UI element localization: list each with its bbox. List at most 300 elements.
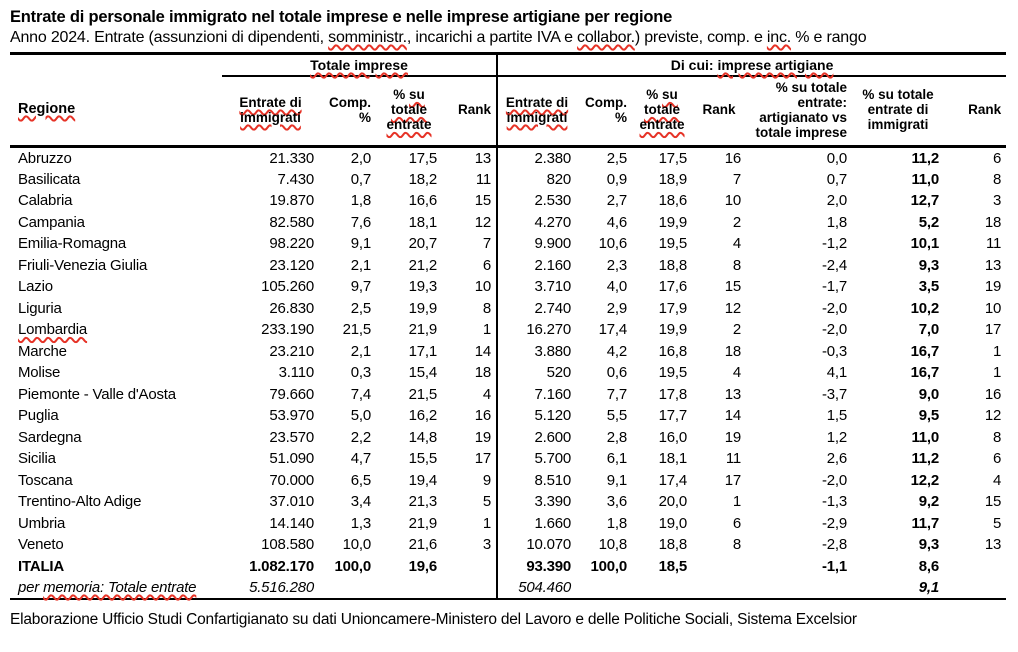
cell-comp-pct-totale: 2,1 bbox=[350, 256, 371, 274]
cell-rank-artigiane: 6 bbox=[732, 514, 742, 532]
cell-pct-su-totale-entrate-artigiane: 18,1 bbox=[658, 450, 688, 468]
cell-pct-su-totale-entrate-artigiane: 16,0 bbox=[658, 428, 688, 446]
col-header-pct-su-totale-entrate-artigiane bbox=[632, 76, 692, 146]
column-group-row bbox=[10, 54, 1006, 77]
cell-entrate-immigrati-artigiane: 5.700 bbox=[534, 450, 572, 468]
cell-rank-artigiane: 19 bbox=[724, 428, 742, 446]
cell-pct-su-totale-entrate-immigrati: 9,1 bbox=[852, 577, 944, 599]
cell-pct-su-totale-entrate-totale: 19,4 bbox=[408, 471, 437, 489]
cell-pct-su-totale-entrate-artigiane: 18,8 bbox=[658, 256, 688, 274]
cell-entrate-immigrati-artigiane: 9.900 bbox=[534, 235, 572, 253]
cell-rank-totale bbox=[442, 556, 497, 578]
cell-pct-su-totale-entrate-immigrati: 16,7 bbox=[910, 342, 940, 360]
cell-rank-immigrati: 10 bbox=[984, 299, 1002, 317]
cell-pct-su-totale-entrate-immigrati: 9,3 bbox=[918, 256, 940, 274]
cell-rank-totale: 10 bbox=[442, 276, 497, 298]
cell-comp-pct-artigiane: 1,8 bbox=[606, 514, 628, 532]
cell-comp-pct-artigiane: 100,0 bbox=[590, 557, 628, 575]
cell-entrate-immigrati-totale: 14.140 bbox=[269, 514, 314, 532]
table-row bbox=[10, 146, 1006, 169]
subtitle-part-misspelled: somministr. bbox=[328, 29, 407, 46]
table-row bbox=[10, 276, 1006, 298]
cell-artigianato-vs-totale: 1,8 bbox=[826, 213, 848, 231]
cell-rank-artigiane: 10 bbox=[724, 192, 742, 210]
cell-pct-su-totale-entrate-totale: 17,5 bbox=[408, 149, 437, 167]
cell-entrate-immigrati-artigiane: 5.120 bbox=[534, 407, 572, 425]
region-text-misspelled: memoria: Totale entrate bbox=[43, 579, 197, 596]
cell-artigianato-vs-totale: -1,2 bbox=[821, 235, 848, 253]
col-header-rank-totale bbox=[442, 76, 497, 146]
region-text: Liguria bbox=[18, 299, 62, 317]
cell-artigianato-vs-totale: -2,8 bbox=[821, 536, 848, 554]
header-text: Rank bbox=[968, 102, 1002, 118]
cell-comp-pct-artigiane: 9,1 bbox=[606, 471, 628, 489]
cell-rank-immigrati: 13 bbox=[984, 256, 1002, 274]
cell-entrate-immigrati-totale: 3.110 bbox=[278, 364, 314, 382]
cell-comp-pct-artigiane: 2,9 bbox=[606, 299, 628, 317]
region-name bbox=[10, 362, 222, 384]
col-header-comp-pct-artigiane bbox=[576, 76, 632, 146]
region-name bbox=[10, 169, 222, 191]
col-header-entrate-immigrati-totale bbox=[222, 76, 319, 146]
region-name bbox=[10, 577, 222, 599]
column-header-row bbox=[10, 76, 1006, 146]
cell-rank-totale: 19 bbox=[442, 427, 497, 449]
cell-artigianato-vs-totale: 1,2 bbox=[826, 428, 848, 446]
header-text: % bbox=[646, 87, 663, 103]
cell-comp-pct-totale: 21,5 bbox=[342, 321, 371, 339]
cell-rank-immigrati: 11 bbox=[985, 235, 1002, 253]
cell-pct-su-totale-entrate-artigiane: 18,9 bbox=[658, 170, 688, 188]
cell-pct-su-totale-entrate-artigiane bbox=[632, 577, 692, 599]
region-name bbox=[10, 448, 222, 470]
cell-entrate-immigrati-artigiane: 2.380 bbox=[534, 149, 572, 167]
cell-pct-su-totale-entrate-immigrati: 5,2 bbox=[918, 213, 940, 231]
cell-entrate-immigrati-totale: 108.580 bbox=[261, 536, 314, 554]
cell-pct-su-totale-entrate-artigiane: 19,5 bbox=[658, 235, 688, 253]
cell-comp-pct-artigiane bbox=[576, 577, 632, 599]
cell-entrate-immigrati-artigiane: 2.740 bbox=[534, 299, 572, 317]
cell-entrate-immigrati-totale: 98.220 bbox=[269, 235, 314, 253]
cell-rank-artigiane: 2 bbox=[732, 213, 742, 231]
region-name bbox=[10, 491, 222, 513]
cell-rank-artigiane bbox=[692, 577, 746, 599]
col-header-artigianato-vs-totale-imprese bbox=[746, 76, 852, 146]
cell-rank-immigrati: 6 bbox=[992, 450, 1002, 468]
cell-comp-pct-artigiane: 2,5 bbox=[606, 149, 628, 167]
cell-rank-totale: 12 bbox=[442, 212, 497, 234]
region-text: Toscana bbox=[18, 471, 73, 489]
cell-rank-artigiane: 13 bbox=[724, 385, 742, 403]
table-row bbox=[10, 212, 1006, 234]
table-row bbox=[10, 577, 1006, 599]
cell-rank-artigiane: 2 bbox=[732, 321, 742, 339]
col-header-rank-artigiane bbox=[692, 76, 746, 146]
cell-comp-pct-totale: 0,7 bbox=[350, 170, 371, 188]
cell-pct-su-totale-entrate-totale: 18,1 bbox=[408, 213, 437, 231]
cell-pct-su-totale-entrate-immigrati: 9,3 bbox=[918, 536, 940, 554]
cell-pct-su-totale-entrate-artigiane: 17,6 bbox=[658, 278, 688, 296]
cell-comp-pct-totale: 1,8 bbox=[350, 192, 371, 210]
column-group-imprese-artigiane bbox=[497, 54, 1006, 77]
group-label: Totale imprese bbox=[310, 57, 408, 73]
region-name bbox=[10, 233, 222, 255]
cell-pct-su-totale-entrate-immigrati: 7,0 bbox=[918, 321, 940, 339]
subtitle-part-misspelled: collabor. bbox=[577, 29, 635, 46]
table-row bbox=[10, 384, 1006, 406]
cell-comp-pct-artigiane: 2,8 bbox=[606, 428, 628, 446]
cell-comp-pct-totale: 6,5 bbox=[350, 471, 371, 489]
cell-comp-pct-totale: 2,0 bbox=[350, 149, 371, 167]
region-text: Marche bbox=[18, 342, 67, 360]
cell-rank-artigiane: 17 bbox=[724, 471, 742, 489]
cell-entrate-immigrati-totale: 37.010 bbox=[269, 493, 314, 511]
cell-pct-su-totale-entrate-totale: 15,5 bbox=[408, 450, 437, 468]
table-row bbox=[10, 427, 1006, 449]
region-text: Calabria bbox=[18, 192, 73, 210]
cell-rank-immigrati bbox=[944, 577, 1006, 599]
subtitle-part-misspelled: inc. bbox=[766, 29, 792, 46]
cell-entrate-immigrati-artigiane: 10.070 bbox=[526, 536, 572, 554]
cell-rank-artigiane: 4 bbox=[732, 364, 742, 382]
table-body bbox=[10, 146, 1006, 599]
table-row bbox=[10, 319, 1006, 341]
cell-entrate-immigrati-artigiane: 3.710 bbox=[534, 278, 572, 296]
cell-comp-pct-artigiane: 4,0 bbox=[606, 278, 628, 296]
cell-rank-totale: 6 bbox=[442, 255, 497, 277]
cell-comp-pct-totale: 4,7 bbox=[350, 450, 371, 468]
cell-artigianato-vs-totale: 0,7 bbox=[826, 170, 848, 188]
cell-rank-immigrati: 4 bbox=[992, 471, 1002, 489]
cell-entrate-immigrati-artigiane: 2.530 bbox=[534, 192, 572, 210]
cell-entrate-immigrati-artigiane: 3.390 bbox=[534, 493, 572, 511]
region-name bbox=[10, 427, 222, 449]
cell-pct-su-totale-entrate-artigiane: 19,5 bbox=[658, 364, 688, 382]
cell-entrate-immigrati-artigiane: 520 bbox=[546, 364, 572, 382]
cell-rank-artigiane: 14 bbox=[724, 407, 742, 425]
cell-pct-su-totale-entrate-artigiane: 19,0 bbox=[658, 514, 688, 532]
cell-pct-su-totale-entrate-immigrati: 16,7 bbox=[910, 364, 940, 382]
cell-entrate-immigrati-totale: 21.330 bbox=[269, 149, 314, 167]
header-text: artigianato vs bbox=[759, 109, 848, 125]
cell-entrate-immigrati-totale: 105.260 bbox=[261, 278, 314, 296]
region-text: Sardegna bbox=[18, 428, 82, 446]
region-text: Basilicata bbox=[18, 170, 81, 188]
subtitle-part: ) previste, comp. e bbox=[634, 29, 767, 46]
cell-rank-totale: 16 bbox=[442, 405, 497, 427]
region-text: Veneto bbox=[18, 536, 64, 554]
cell-artigianato-vs-totale: 1,5 bbox=[826, 407, 848, 425]
region-name bbox=[10, 341, 222, 363]
cell-comp-pct-artigiane: 7,7 bbox=[606, 385, 628, 403]
cell-rank-artigiane: 12 bbox=[724, 299, 742, 317]
header-text: immigrati bbox=[506, 109, 568, 125]
cell-artigianato-vs-totale: 2,6 bbox=[826, 450, 848, 468]
cell-entrate-immigrati-totale: 70.000 bbox=[269, 471, 314, 489]
table-row bbox=[10, 491, 1006, 513]
cell-pct-su-totale-entrate-totale: 21,5 bbox=[408, 385, 437, 403]
cell-rank-immigrati: 19 bbox=[984, 278, 1002, 296]
cell-pct-su-totale-entrate-immigrati: 10,1 bbox=[910, 235, 940, 253]
header-text: totale bbox=[390, 102, 427, 118]
cell-entrate-immigrati-artigiane: 2.160 bbox=[534, 256, 572, 274]
cell-entrate-immigrati-totale: 79.660 bbox=[269, 385, 314, 403]
table-row bbox=[10, 534, 1006, 556]
cell-artigianato-vs-totale: -2,4 bbox=[821, 256, 848, 274]
region-text: per bbox=[18, 579, 44, 596]
cell-pct-su-totale-entrate-immigrati: 9,2 bbox=[918, 493, 940, 511]
col-header-comp-pct-totale bbox=[319, 76, 376, 146]
cell-pct-su-totale-entrate-immigrati: 9,0 bbox=[918, 385, 940, 403]
region-name bbox=[10, 319, 222, 341]
header-text: Comp. bbox=[585, 94, 628, 110]
cell-entrate-immigrati-artigiane: 4.270 bbox=[534, 213, 572, 231]
cell-artigianato-vs-totale: -1,3 bbox=[821, 493, 848, 511]
cell-pct-su-totale-entrate-artigiane: 18,8 bbox=[658, 536, 688, 554]
cell-entrate-immigrati-totale: 53.970 bbox=[269, 407, 314, 425]
cell-comp-pct-artigiane: 0,9 bbox=[606, 170, 628, 188]
cell-artigianato-vs-totale: -1,1 bbox=[821, 557, 848, 575]
subtitle-part: % e rango bbox=[791, 29, 867, 46]
cell-comp-pct-artigiane: 2,3 bbox=[606, 256, 628, 274]
col-header-pct-su-totale-entrate-immigrati bbox=[852, 76, 944, 146]
cell-pct-su-totale-entrate-immigrati: 12,2 bbox=[910, 471, 940, 489]
source-note: Elaborazione Ufficio Studi Confartigianato su dati Unioncamere-Ministero del Lavoro e delle Politiche Sociali, Sistema Excelsior bbox=[10, 611, 857, 628]
table-row bbox=[10, 341, 1006, 363]
region-text: Trentino-Alto Adige bbox=[18, 493, 142, 511]
col-header-regione bbox=[10, 76, 222, 146]
cell-entrate-immigrati-artigiane: 93.390 bbox=[526, 557, 572, 575]
cell-pct-su-totale-entrate-immigrati: 3,5 bbox=[918, 278, 940, 296]
cell-artigianato-vs-totale bbox=[746, 577, 852, 599]
cell-rank-totale: 13 bbox=[442, 146, 497, 169]
cell-comp-pct-artigiane: 4,6 bbox=[606, 213, 628, 231]
cell-rank-totale: 15 bbox=[442, 190, 497, 212]
cell-pct-su-totale-entrate-artigiane: 16,8 bbox=[658, 342, 688, 360]
cell-rank-artigiane: 11 bbox=[725, 450, 742, 468]
cell-artigianato-vs-totale: -2,9 bbox=[821, 514, 848, 532]
cell-entrate-immigrati-artigiane: 16.270 bbox=[526, 321, 572, 339]
table-row bbox=[10, 362, 1006, 384]
cell-pct-su-totale-entrate-totale: 20,7 bbox=[408, 235, 437, 253]
cell-comp-pct-totale: 3,4 bbox=[350, 493, 371, 511]
region-text: Emilia-Romagna bbox=[18, 235, 127, 253]
cell-entrate-immigrati-artigiane: 2.600 bbox=[534, 428, 572, 446]
header-text: % su totale bbox=[775, 79, 848, 95]
header-text: entrate di bbox=[867, 102, 929, 118]
region-name bbox=[10, 190, 222, 212]
cell-pct-su-totale-entrate-totale: 14,8 bbox=[408, 428, 437, 446]
cell-pct-su-totale-entrate-totale: 19,6 bbox=[408, 557, 437, 575]
cell-entrate-immigrati-totale: 7.430 bbox=[277, 170, 314, 188]
cell-artigianato-vs-totale: 2,0 bbox=[826, 192, 848, 210]
cell-rank-immigrati: 8 bbox=[992, 170, 1002, 188]
cell-pct-su-totale-entrate-immigrati: 11,0 bbox=[911, 428, 940, 446]
cell-comp-pct-totale: 5,0 bbox=[350, 407, 371, 425]
cell-pct-su-totale-entrate-artigiane: 17,9 bbox=[658, 299, 688, 317]
cell-rank-totale: 11 bbox=[442, 169, 497, 191]
cell-entrate-immigrati-totale: 26.830 bbox=[269, 299, 314, 317]
col-header-entrate-immigrati-artigiane bbox=[497, 76, 576, 146]
cell-artigianato-vs-totale: -3,7 bbox=[821, 385, 848, 403]
cell-rank-artigiane: 15 bbox=[724, 278, 742, 296]
region-name bbox=[10, 405, 222, 427]
cell-comp-pct-totale: 2,1 bbox=[350, 342, 371, 360]
header-text: entrate bbox=[386, 117, 432, 133]
cell-artigianato-vs-totale: -1,7 bbox=[821, 278, 848, 296]
cell-pct-su-totale-entrate-artigiane: 17,8 bbox=[658, 385, 688, 403]
header-text: % bbox=[393, 87, 409, 103]
cell-entrate-immigrati-totale: 23.570 bbox=[269, 428, 314, 446]
region-text: Sicilia bbox=[18, 450, 56, 468]
cell-pct-su-totale-entrate-artigiane: 18,5 bbox=[658, 557, 688, 575]
cell-comp-pct-totale: 7,4 bbox=[350, 385, 371, 403]
cell-rank-immigrati bbox=[944, 556, 1006, 578]
cell-pct-su-totale-entrate-totale: 19,3 bbox=[408, 278, 437, 296]
header-text: immigrati bbox=[240, 109, 301, 125]
cell-entrate-immigrati-totale: 233.190 bbox=[261, 321, 314, 339]
cell-entrate-immigrati-artigiane: 1.660 bbox=[534, 514, 572, 532]
cell-artigianato-vs-totale: 0,0 bbox=[826, 149, 848, 167]
group-header-spacer bbox=[10, 54, 222, 77]
region-text: Friuli-Venezia Giulia bbox=[18, 256, 148, 274]
cell-entrate-immigrati-totale: 51.090 bbox=[269, 450, 314, 468]
cell-comp-pct-totale bbox=[319, 577, 376, 599]
cell-artigianato-vs-totale: -0,3 bbox=[821, 342, 848, 360]
cell-rank-immigrati: 15 bbox=[984, 493, 1002, 511]
cell-comp-pct-artigiane: 10,6 bbox=[598, 235, 628, 253]
table-row bbox=[10, 556, 1006, 578]
cell-pct-su-totale-entrate-totale: 19,9 bbox=[408, 299, 437, 317]
table-row bbox=[10, 405, 1006, 427]
cell-pct-su-totale-entrate-immigrati: 9,5 bbox=[918, 407, 940, 425]
cell-entrate-immigrati-totale: 1.082.170 bbox=[249, 557, 314, 575]
cell-rank-totale bbox=[442, 577, 497, 599]
cell-rank-artigiane: 8 bbox=[732, 256, 742, 274]
cell-pct-su-totale-entrate-immigrati: 10,2 bbox=[910, 299, 940, 317]
header-text: % bbox=[358, 109, 371, 125]
cell-comp-pct-artigiane: 2,7 bbox=[606, 192, 628, 210]
cell-rank-totale: 1 bbox=[442, 319, 497, 341]
cell-rank-immigrati: 12 bbox=[984, 407, 1002, 425]
report-subtitle bbox=[10, 27, 1010, 48]
cell-rank-totale: 9 bbox=[442, 470, 497, 492]
cell-comp-pct-totale: 9,7 bbox=[350, 278, 371, 296]
cell-pct-su-totale-entrate-immigrati: 12,7 bbox=[910, 192, 940, 210]
header-text: totale bbox=[644, 102, 681, 118]
region-text-misspelled: Lombardia bbox=[18, 321, 88, 339]
cell-comp-pct-artigiane: 5,5 bbox=[606, 407, 628, 425]
header-text: % bbox=[615, 109, 628, 125]
cell-rank-totale: 17 bbox=[442, 448, 497, 470]
region-name bbox=[10, 146, 222, 169]
region-text: Lazio bbox=[18, 278, 53, 296]
region-text: Piemonte - Valle d'Aosta bbox=[18, 385, 176, 403]
header-text: su bbox=[409, 87, 425, 103]
cell-pct-su-totale-entrate-totale: 15,4 bbox=[408, 364, 437, 382]
cell-rank-totale: 3 bbox=[442, 534, 497, 556]
cell-rank-immigrati: 1 bbox=[992, 364, 1002, 382]
cell-rank-immigrati: 17 bbox=[984, 321, 1002, 339]
cell-entrate-immigrati-totale: 23.210 bbox=[269, 342, 314, 360]
header-text: Rank bbox=[458, 102, 492, 118]
cell-comp-pct-artigiane: 0,6 bbox=[606, 364, 628, 382]
cell-comp-pct-artigiane: 3,6 bbox=[606, 493, 628, 511]
cell-entrate-immigrati-artigiane: 7.160 bbox=[534, 385, 572, 403]
region-name bbox=[10, 513, 222, 535]
header-text: Regione bbox=[18, 100, 76, 117]
table-row bbox=[10, 448, 1006, 470]
group-label: imprese artigiane bbox=[717, 57, 834, 73]
cell-artigianato-vs-totale: -2,0 bbox=[821, 321, 848, 339]
cell-entrate-immigrati-totale: 23.120 bbox=[269, 256, 314, 274]
cell-pct-su-totale-entrate-immigrati: 11,2 bbox=[911, 149, 940, 167]
cell-comp-pct-totale: 2,5 bbox=[350, 299, 371, 317]
cell-pct-su-totale-entrate-immigrati: 11,2 bbox=[911, 450, 940, 468]
cell-pct-su-totale-entrate-totale: 17,1 bbox=[408, 342, 437, 360]
cell-pct-su-totale-entrate-totale: 21,2 bbox=[408, 256, 437, 274]
table-row bbox=[10, 233, 1006, 255]
cell-pct-su-totale-entrate-totale: 18,2 bbox=[408, 170, 437, 188]
cell-rank-immigrati: 1 bbox=[992, 342, 1002, 360]
cell-pct-su-totale-entrate-totale: 16,2 bbox=[408, 407, 437, 425]
cell-artigianato-vs-totale: -2,0 bbox=[821, 299, 848, 317]
header-text: totale imprese bbox=[755, 124, 848, 140]
cell-comp-pct-totale: 9,1 bbox=[350, 235, 371, 253]
cell-rank-immigrati: 16 bbox=[984, 385, 1002, 403]
cell-pct-su-totale-entrate-totale: 21,6 bbox=[408, 536, 437, 554]
cell-comp-pct-artigiane: 6,1 bbox=[606, 450, 628, 468]
cell-entrate-immigrati-artigiane: 3.880 bbox=[534, 342, 572, 360]
header-text: Rank bbox=[702, 102, 736, 118]
cell-rank-artigiane: 18 bbox=[724, 342, 742, 360]
cell-entrate-immigrati-artigiane: 8.510 bbox=[534, 471, 572, 489]
cell-comp-pct-totale: 10,0 bbox=[342, 536, 371, 554]
cell-pct-su-totale-entrate-immigrati: 11,7 bbox=[911, 514, 940, 532]
cell-pct-su-totale-entrate-artigiane: 19,9 bbox=[658, 213, 688, 231]
cell-entrate-immigrati-totale: 5.516.280 bbox=[222, 577, 319, 599]
region-text: Abruzzo bbox=[18, 149, 72, 167]
table-row bbox=[10, 169, 1006, 191]
cell-pct-su-totale-entrate-totale: 21,9 bbox=[408, 514, 437, 532]
cell-rank-immigrati: 3 bbox=[992, 192, 1002, 210]
cell-comp-pct-artigiane: 17,4 bbox=[598, 321, 628, 339]
table-row bbox=[10, 190, 1006, 212]
cell-rank-immigrati: 18 bbox=[984, 213, 1002, 231]
cell-comp-pct-totale: 0,3 bbox=[350, 364, 371, 382]
cell-pct-su-totale-entrate-artigiane: 19,9 bbox=[658, 321, 688, 339]
header-text: Entrate di bbox=[505, 94, 569, 110]
header-text: Entrate di bbox=[239, 94, 302, 110]
cell-comp-pct-artigiane: 4,2 bbox=[606, 342, 628, 360]
cell-rank-totale: 1 bbox=[442, 513, 497, 535]
cell-rank-immigrati: 6 bbox=[992, 149, 1002, 167]
cell-comp-pct-totale: 7,6 bbox=[350, 213, 371, 231]
cell-entrate-immigrati-artigiane: 504.460 bbox=[497, 577, 576, 599]
cell-pct-su-totale-entrate-immigrati: 11,0 bbox=[911, 170, 940, 188]
header-text: Comp. bbox=[329, 94, 371, 110]
cell-rank-artigiane: 8 bbox=[732, 536, 742, 554]
cell-comp-pct-totale: 100,0 bbox=[334, 557, 371, 575]
region-name bbox=[10, 384, 222, 406]
cell-rank-artigiane: 1 bbox=[732, 493, 742, 511]
region-text: Umbria bbox=[18, 514, 66, 532]
group-label-prefix: Di cui: bbox=[670, 57, 718, 73]
cell-rank-immigrati: 5 bbox=[992, 514, 1002, 532]
cell-rank-immigrati: 13 bbox=[984, 536, 1002, 554]
cell-rank-totale: 4 bbox=[442, 384, 497, 406]
region-name bbox=[10, 255, 222, 277]
